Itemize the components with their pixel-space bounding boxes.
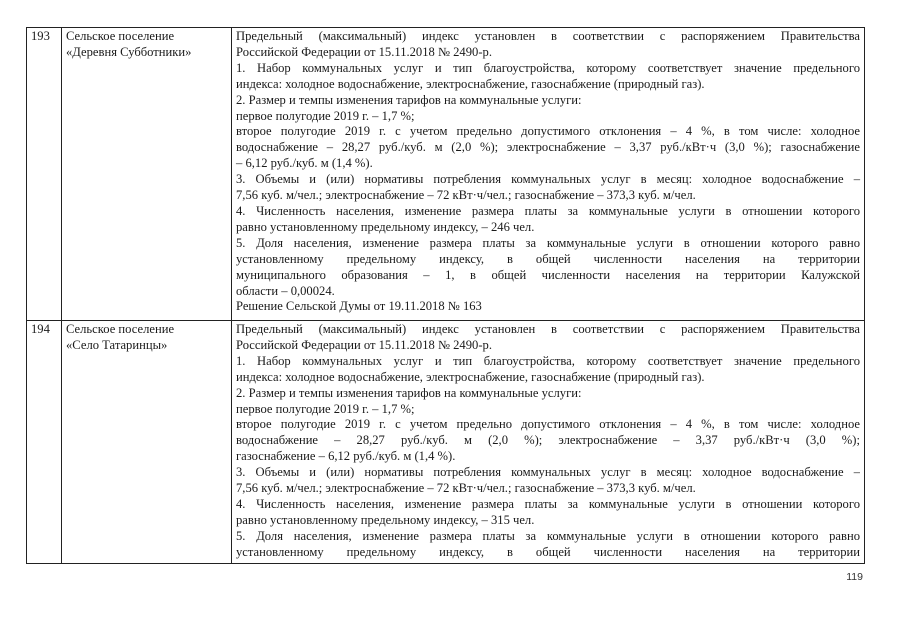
- text-line: равно установленному предельному индексу, – 246 чел.: [236, 219, 535, 234]
- text-line: муниципального образования – 1, в общей численности населения на территории Калужской: [236, 267, 860, 282]
- text-line: 5. Доля населения, изменение размера платы за коммунальные услуги в отношении которого равно: [236, 528, 860, 543]
- text-line: индекса: холодное водоснабжение, электроснабжение, газоснабжение (природный газ).: [236, 369, 705, 384]
- settlement-name: [62, 321, 232, 564]
- text-line: Российской Федерации от 15.11.2018 № 2490-р.: [236, 44, 492, 59]
- text-line: установленному предельному индексу, в общей численности населения на территории: [236, 251, 860, 266]
- text-line: 3. Объемы и (или) нормативы потребления коммунальных услуг в месяц: холодное водоснабжение –: [236, 172, 860, 187]
- text-line: 4. Численность населения, изменение размера платы за коммунальные услуги в отношении которого: [236, 496, 860, 511]
- text-line: 4. Численность населения, изменение размера платы за коммунальные услуги в отношении которого: [236, 203, 860, 218]
- settlement-type: Сельское поселение: [66, 322, 175, 336]
- text-line: Предельный (максимальный) индекс установлен в соответствии с распоряжением Правительства: [236, 322, 860, 336]
- settlement-title: «Село Татаринцы»: [66, 337, 168, 352]
- text-line: Российской Федерации от 15.11.2018 № 2490-р.: [236, 337, 492, 352]
- table-row: [27, 28, 865, 321]
- text-line: 3. Объемы и (или) нормативы потребления коммунальных услуг в месяц: холодное водоснабжение –: [236, 465, 860, 480]
- text-line: области – 0,00024.: [236, 283, 335, 298]
- text-line: 7,56 куб. м/чел.; электроснабжение – 72 кВт·ч/чел.; газоснабжение – 373,3 куб. м/чел.: [236, 188, 696, 203]
- text-line: газоснабжение – 6,12 руб./куб. м (1,4 %).: [236, 449, 456, 464]
- text-line: первое полугодие 2019 г. – 1,7 %;: [236, 401, 415, 416]
- index-table: [26, 27, 865, 564]
- settlement-type: Сельское поселение: [66, 29, 175, 43]
- text-line: второе полугодие 2019 г. с учетом предельно допустимого отклонения – 4 %, в том числе: холодное: [236, 417, 860, 432]
- text-line: Предельный (максимальный) индекс установлен в соответствии с распоряжением Правительства: [236, 29, 860, 43]
- text-line: индекса: холодное водоснабжение, электроснабжение, газоснабжение (природный газ).: [236, 76, 705, 91]
- settlement-name: [62, 28, 232, 321]
- settlement-title: «Деревня Субботники»: [66, 44, 192, 59]
- text-line: 1. Набор коммунальных услуг и тип благоустройства, которому соответствует значение предельного: [236, 60, 860, 75]
- text-line: 5. Доля населения, изменение размера платы за коммунальные услуги в отношении которого равно: [236, 235, 860, 250]
- text-line: равно установленному предельному индексу, – 315 чел.: [236, 512, 535, 527]
- page-number: 119: [846, 571, 863, 583]
- text-line: 2. Размер и темпы изменения тарифов на коммунальные услуги:: [236, 385, 582, 400]
- text-line: второе полугодие 2019 г. с учетом предельно допустимого отклонения – 4 %, в том числе: холодное: [236, 124, 860, 139]
- index-description: [232, 28, 865, 321]
- row-number: 193: [27, 28, 62, 321]
- text-line: 2. Размер и темпы изменения тарифов на коммунальные услуги:: [236, 92, 582, 107]
- text-line: – 6,12 руб./куб. м (1,4 %).: [236, 156, 373, 171]
- text-line: водоснабжение – 28,27 руб./куб. м (2,0 %); электроснабжение – 3,37 руб./кВт·ч (3,0 %); газоснабжение: [236, 140, 860, 155]
- table-row: [27, 321, 865, 564]
- text-line: 7,56 куб. м/чел.; электроснабжение – 72 кВт·ч/чел.; газоснабжение – 373,3 куб. м/чел.: [236, 481, 696, 496]
- row-number: 194: [27, 321, 62, 564]
- text-line: водоснабжение – 28,27 руб./куб. м (2,0 %); электроснабжение – 3,37 руб./кВт·ч (3,0 %);: [236, 433, 860, 448]
- text-line: Решение Сельской Думы от 19.11.2018 № 163: [236, 299, 482, 314]
- text-line: установленному предельному индексу, в общей численности населения на территории: [236, 544, 860, 559]
- index-description: [232, 321, 865, 564]
- text-line: первое полугодие 2019 г. – 1,7 %;: [236, 108, 415, 123]
- text-line: 1. Набор коммунальных услуг и тип благоустройства, которому соответствует значение предельного: [236, 353, 860, 368]
